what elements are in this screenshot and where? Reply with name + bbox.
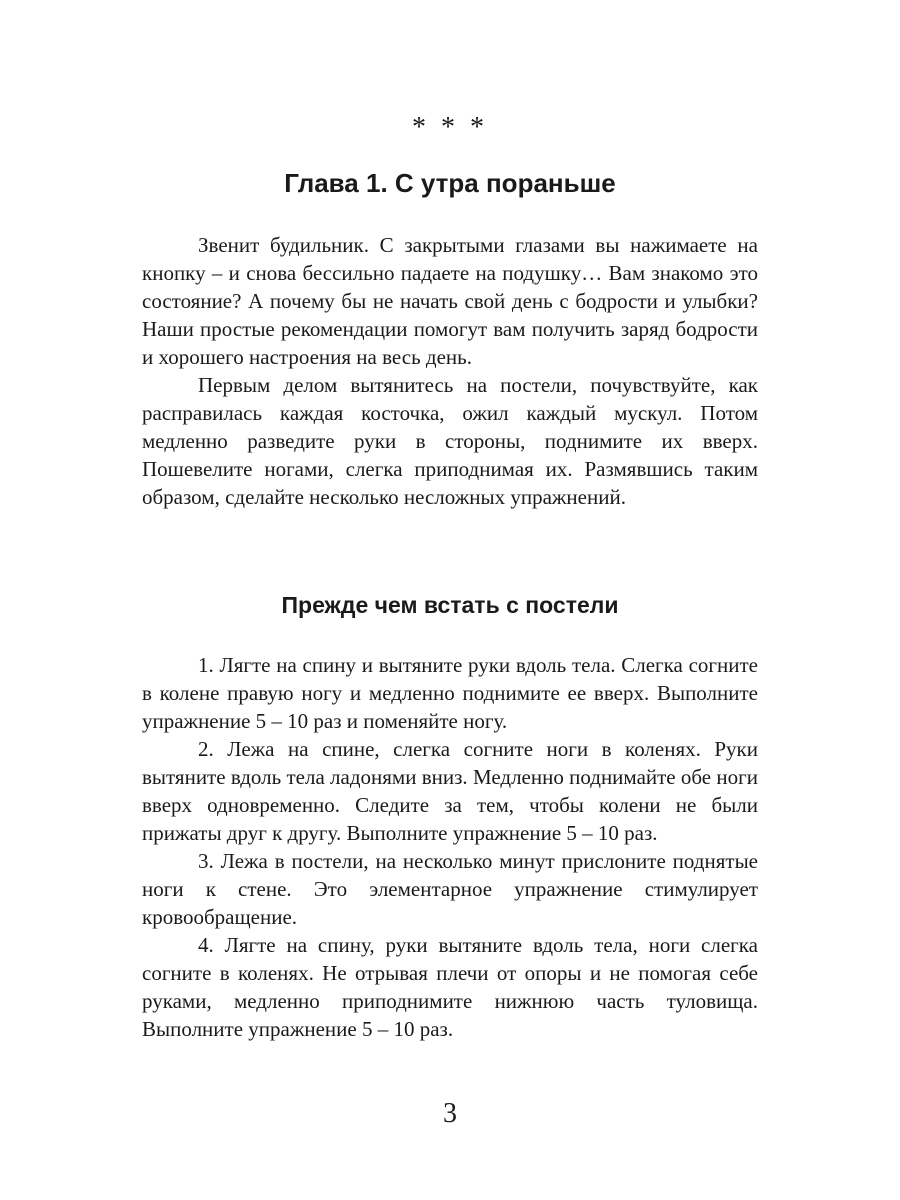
intro-text bbox=[142, 231, 758, 511]
paragraph: Первым делом вытянитесь на постели, почувствуйте, как расправилась каждая косточка, ожил каждый мускул. Потом медленно разведите руки в стороны, поднимите их вверх. Пошевелите ногами, слегка приподнимая их. Размявшись таким образом, сделайте несколько несложных упражнений. bbox=[142, 373, 758, 509]
exercise-item: 1. Лягте на спину и вытяните руки вдоль тела. Слегка согните в колене правую ногу и медленно поднимите ее вверх. Выполните упражнение 5 – 10 раз и поменяйте ногу. bbox=[142, 653, 758, 733]
exercise-item: 3. Лежа в постели, на несколько минут прислоните поднятые ноги к стене. Это элементарное упражнение стимулирует кровообращение. bbox=[142, 849, 758, 929]
chapter-title: Глава 1. С утра пораньше bbox=[284, 168, 616, 198]
page-number: 3 bbox=[443, 1098, 457, 1129]
exercise-item: 4. Лягте на спину, руки вытяните вдоль тела, ноги слегка согните в коленях. Не отрывая плечи от опоры и не помогая себе руками, медленно приподнимите нижнюю часть туловища. Выполните упражнение 5 – 10 раз. bbox=[142, 933, 758, 1041]
exercise-item: 2. Лежа на спине, слегка согните ноги в коленях. Руки вытяните вдоль тела ладонями вниз. Медленно поднимайте обе ноги вверх одновременно. Следите за тем, чтобы колени не были прижаты друг к другу. Выполните упражнение 5 – 10 раз. bbox=[142, 737, 758, 845]
section-ornament: * * * bbox=[412, 112, 488, 143]
paragraph: Звенит будильник. С закрытыми глазами вы нажимаете на кнопку – и снова бессильно падаете на подушку… Вам знакомо это состояние? А почему бы не начать свой день с бодрости и улыбки? Наши простые рекомендации помогут вам получить заряд бодрости и хорошего настроения на весь день. bbox=[142, 233, 758, 369]
section-title: Прежде чем встать с постели bbox=[281, 592, 619, 618]
exercise-list bbox=[142, 651, 758, 1043]
